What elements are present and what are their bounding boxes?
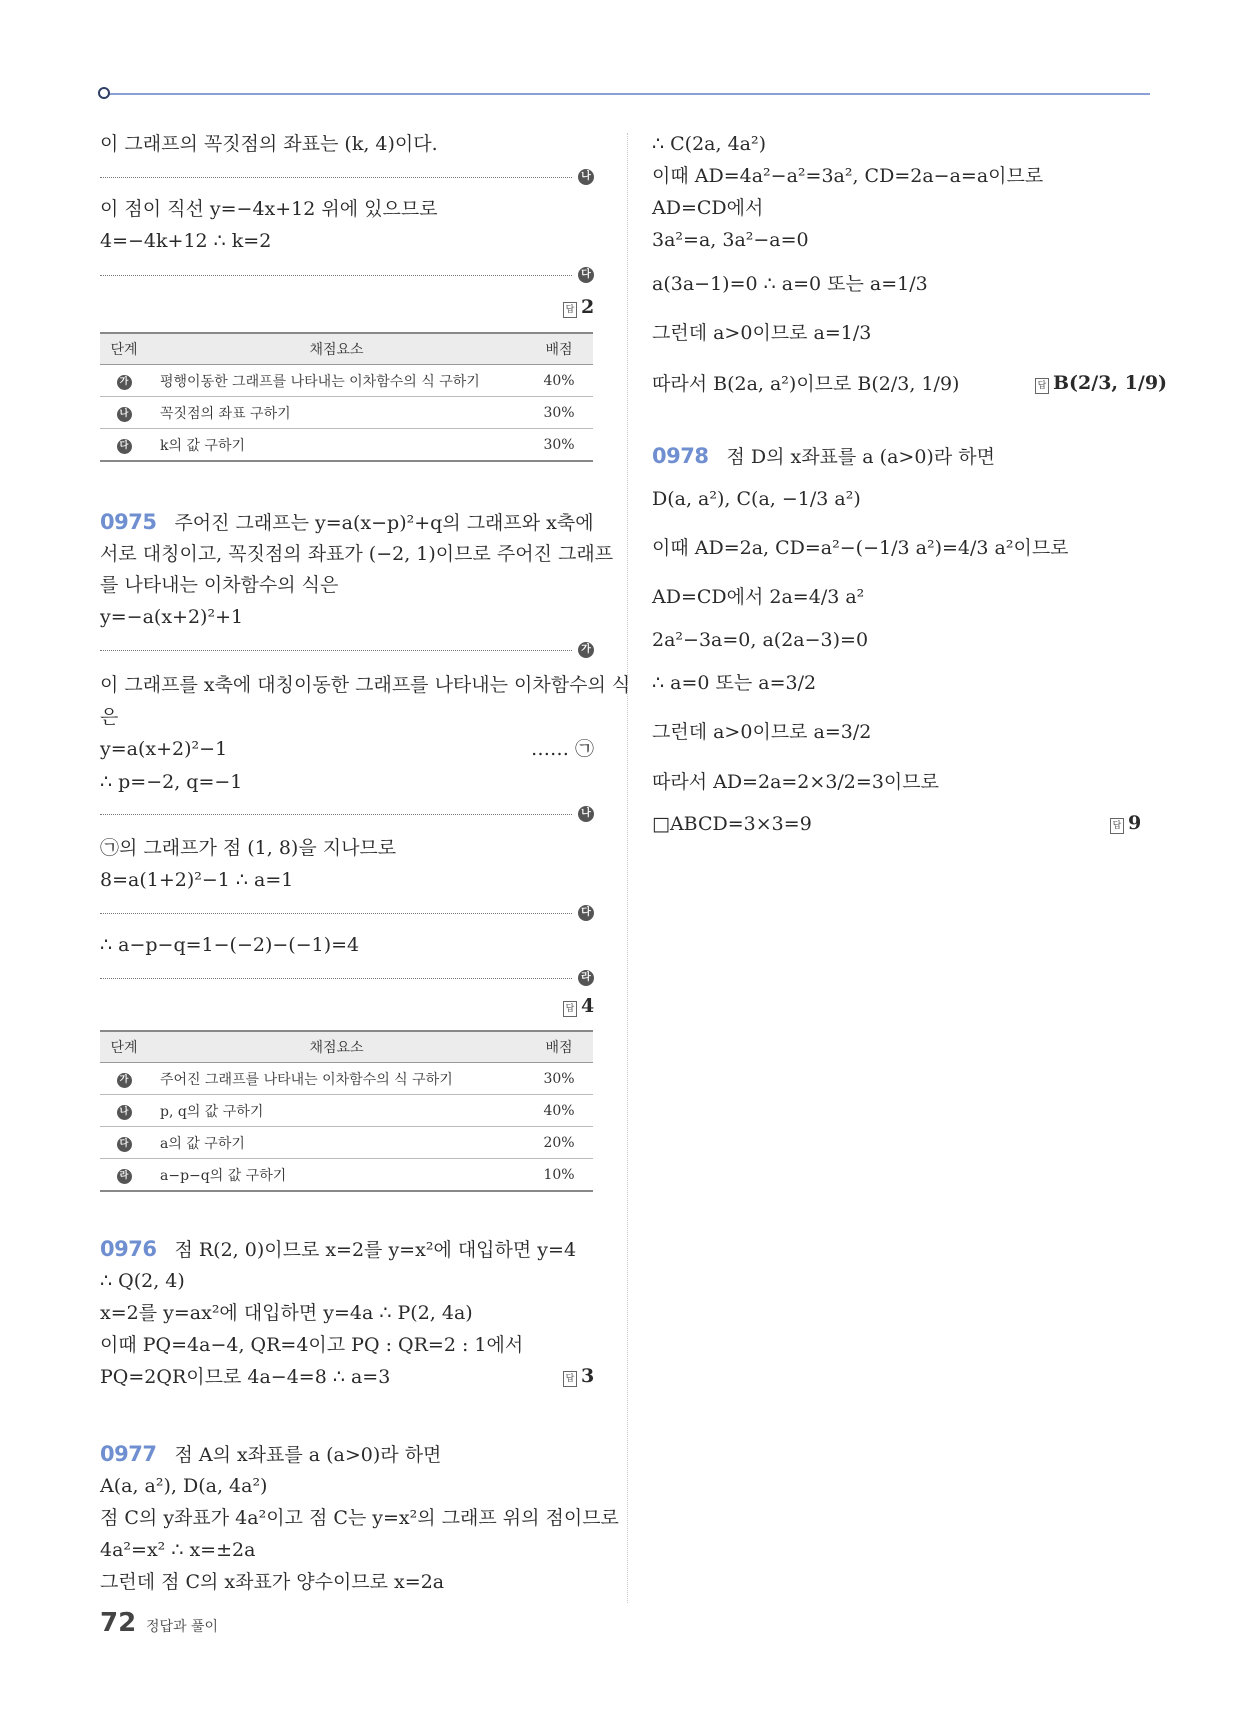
text-line: 그런데 a>0이므로 a=1/3 <box>652 322 872 344</box>
text-line: 그런데 a>0이므로 a=3/2 <box>652 721 872 743</box>
top-rule-dot <box>98 87 110 99</box>
answer-0974: 답 2 <box>563 296 594 318</box>
text-line: D(a, a²), C(a, −1/3 a²) <box>652 488 861 510</box>
step-mark-da: 다 <box>578 905 594 921</box>
column-divider <box>627 133 628 1603</box>
dotted-separator <box>100 814 572 815</box>
problem-number: 0975 <box>100 510 157 534</box>
text-line: 이때 AD=2a, CD=a²−(−1/3 a²)=4/3 a²이므로 <box>652 537 1069 559</box>
text-line: 이때 PQ=4a−4, QR=4이고 PQ : QR=2 : 1에서 <box>100 1334 524 1356</box>
problem-0976-line: 0976 점 R(2, 0)이므로 x=2를 y=x²에 대입하면 y=4 <box>100 1237 577 1261</box>
text-line: ∴ a=0 또는 a=3/2 <box>652 672 817 694</box>
problem-number: 0976 <box>100 1237 157 1261</box>
answer-icon: 답 <box>563 1001 577 1017</box>
text-line: 8=a(1+2)²−1 ∴ a=1 <box>100 869 294 891</box>
top-rule <box>104 93 1150 95</box>
answer-0976: 답 3 <box>563 1365 594 1387</box>
col-header-item: 채점요소 <box>148 333 525 365</box>
problem-0977-line: 0977 점 A의 x좌표를 a (a>0)라 하면 <box>100 1442 442 1466</box>
table-row: 가 주어진 그래프를 나타내는 이차함수의 식 구하기 30% <box>100 1063 593 1095</box>
text-line: 이 점이 직선 y=−4x+12 위에 있으므로 <box>100 198 438 220</box>
col-header-item: 채점요소 <box>148 1031 525 1063</box>
page-number: 72 <box>100 1608 137 1638</box>
text-line: ∴ Q(2, 4) <box>100 1270 185 1292</box>
text-line: x=2를 y=ax²에 대입하면 y=4a ∴ P(2, 4a) <box>100 1302 473 1324</box>
step-mark-na: 나 <box>578 169 594 185</box>
dotted-separator <box>100 650 572 651</box>
table-row: 가 평행이동한 그래프를 나타내는 이차함수의 식 구하기 40% <box>100 365 593 397</box>
step-mark: 나 <box>117 407 132 422</box>
answer-0975: 답 4 <box>563 995 594 1017</box>
step-mark-ga: 가 <box>578 642 594 658</box>
answer-0977: 답 B(2/3, 1/9) <box>1035 372 1167 394</box>
text-line: 4a²=x² ∴ x=±2a <box>100 1539 256 1561</box>
scoring-table-2 <box>100 1030 593 1192</box>
text-line: 2a²−3a=0, a(2a−3)=0 <box>652 629 869 651</box>
problem-number: 0978 <box>652 444 709 468</box>
answer-icon: 답 <box>1035 378 1049 394</box>
dotted-separator <box>100 978 572 979</box>
dotted-separator <box>100 275 572 276</box>
step-mark: 가 <box>117 1073 132 1088</box>
text-line: 이 그래프를 x축에 대칭이동한 그래프를 나타내는 이차함수의 식 <box>100 674 631 696</box>
answer-icon: 답 <box>563 302 577 318</box>
text-line: 점 C의 y좌표가 4a²이고 점 C는 y=x²의 그래프 위의 점이므로 <box>100 1507 619 1529</box>
equation-tag: …… ㉠ <box>531 738 595 760</box>
problem-0978-line: 0978 점 D의 x좌표를 a (a>0)라 하면 <box>652 444 995 468</box>
step-mark: 라 <box>117 1169 132 1184</box>
text-line: 4=−4k+12 ∴ k=2 <box>100 230 272 252</box>
text-line: 이때 AD=4a²−a²=3a², CD=2a−a=a이므로 <box>652 165 1044 187</box>
text-line: ∴ C(2a, 4a²) <box>652 133 767 155</box>
text-line: 서로 대칭이고, 꼭짓점의 좌표가 (−2, 1)이므로 주어진 그래프 <box>100 543 614 565</box>
text-line: y=−a(x+2)²+1 <box>100 606 244 628</box>
text-line: AD=CD에서 2a=4/3 a² <box>652 586 865 608</box>
dotted-separator <box>100 913 572 914</box>
step-mark: 나 <box>117 1105 132 1120</box>
table-row: 다 k의 값 구하기 30% <box>100 429 593 462</box>
table-row: 다 a의 값 구하기 20% <box>100 1127 593 1159</box>
col-header-score: 배점 <box>525 1031 593 1063</box>
text-line: 를 나타내는 이차함수의 식은 <box>100 574 339 596</box>
col-header-score: 배점 <box>525 333 593 365</box>
step-mark-na: 나 <box>578 806 594 822</box>
problem-0975-line: 0975 주어진 그래프는 y=a(x−p)²+q의 그래프와 x축에 <box>100 510 594 534</box>
step-mark-da: 다 <box>578 267 594 283</box>
text-line: a(3a−1)=0 ∴ a=0 또는 a=1/3 <box>652 273 928 295</box>
text-line: ㉠의 그래프가 점 (1, 8)을 지나므로 <box>100 837 397 859</box>
col-header-step: 단계 <box>100 333 148 365</box>
text-line: A(a, a²), D(a, 4a²) <box>100 1475 268 1497</box>
text-line: ∴ a−p−q=1−(−2)−(−1)=4 <box>100 934 360 956</box>
step-mark-ra: 라 <box>578 970 594 986</box>
step-mark: 다 <box>117 439 132 454</box>
step-mark: 다 <box>117 1137 132 1152</box>
text-line: y=a(x+2)²−1 <box>100 738 228 760</box>
text-line: PQ=2QR이므로 4a−4=8 ∴ a=3 <box>100 1366 391 1388</box>
page-label: 정답과 풀이 <box>146 1619 219 1635</box>
dotted-separator <box>100 177 572 178</box>
text-line: 이 그래프의 꼭짓점의 좌표는 (k, 4)이다. <box>100 133 438 155</box>
text-line: 따라서 B(2a, a²)이므로 B(2/3, 1/9) <box>652 373 960 395</box>
table-row: 라 a−p−q의 값 구하기 10% <box>100 1159 593 1192</box>
text-line: ∴ p=−2, q=−1 <box>100 771 243 793</box>
step-mark: 가 <box>117 375 132 390</box>
text-line: AD=CD에서 <box>652 197 764 219</box>
table-row: 나 꼭짓점의 좌표 구하기 30% <box>100 397 593 429</box>
answer-0978: 답 9 <box>1110 812 1141 834</box>
text-line: 은 <box>100 706 119 728</box>
answer-icon: 답 <box>563 1371 577 1387</box>
text-line: 그런데 점 C의 x좌표가 양수이므로 x=2a <box>100 1571 445 1593</box>
scoring-table-1 <box>100 332 593 462</box>
problem-number: 0977 <box>100 1442 157 1466</box>
text-line: 3a²=a, 3a²−a=0 <box>652 229 809 251</box>
text-line: □ABCD=3×3=9 <box>652 813 812 835</box>
answer-icon: 답 <box>1110 818 1124 834</box>
table-row: 나 p, q의 값 구하기 40% <box>100 1095 593 1127</box>
text-line: 따라서 AD=2a=2×3/2=3이므로 <box>652 771 939 793</box>
col-header-step: 단계 <box>100 1031 148 1063</box>
